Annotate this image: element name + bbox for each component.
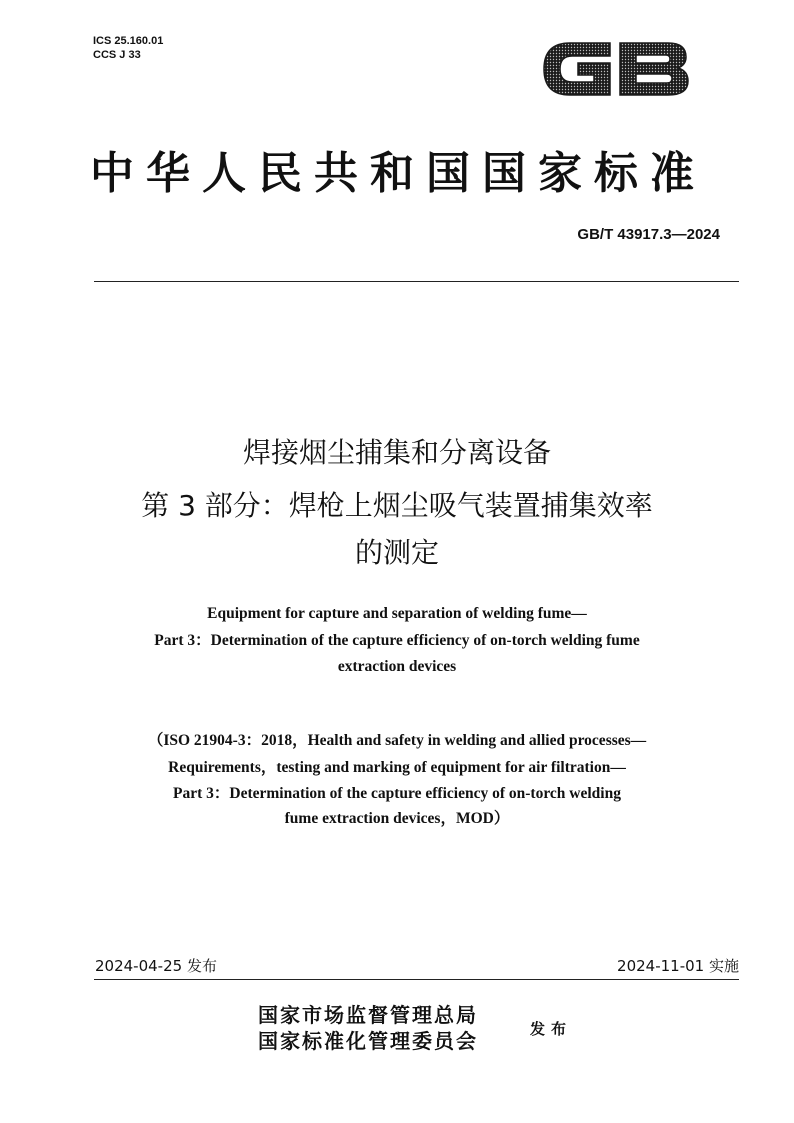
title-en-line-1: Equipment for capture and separation of welding fume— <box>207 605 587 622</box>
ccs-code: CCS J 33 <box>93 49 141 61</box>
title-en-line-2: Part 3：Determination of the capture efficiency of on-torch welding fume <box>154 632 640 649</box>
effective-date: 2024-11-01 实施 <box>617 957 739 975</box>
title-en-line-3: extraction devices <box>337 658 457 675</box>
standard-number: GB/T 43917.3—2024 <box>577 226 720 243</box>
iso-reference-line-4: fume extraction devices，MOD） <box>284 810 510 827</box>
ics-code: ICS 25.160.01 <box>93 35 164 47</box>
gb-logo <box>540 37 692 101</box>
title-zh-line-2: 第 3 部分：焊枪上烟尘吸气装置捕集效率 <box>141 489 653 522</box>
footer-divider <box>94 979 739 980</box>
iso-reference-line-3: Part 3：Determination of the capture efficiency of on-torch welding <box>173 785 621 802</box>
title-zh-line-3: 的测定 <box>354 536 439 569</box>
iso-reference-line-1: （ISO 21904-3：2018，Health and safety in welding and allied processes— <box>147 732 647 749</box>
gb-logo-text: GB <box>540 37 542 38</box>
national-standard-title: 中华人民共和国国家标准 <box>90 148 706 199</box>
title-zh-line-1: 焊接烟尘捕集和分离设备 <box>242 436 551 469</box>
classification-codes <box>93 34 163 62</box>
issuer-sac: 国家标准化管理委员会 <box>258 1029 478 1053</box>
issue-date: 2024-04-25 发布 <box>95 957 217 975</box>
issuing-authorities <box>258 1002 478 1054</box>
iso-reference-line-2: Requirements，testing and marking of equipment for air filtration— <box>168 759 626 776</box>
header-divider <box>94 281 739 282</box>
publish-label: 发布 <box>530 1020 573 1038</box>
issuer-samr: 国家市场监督管理总局 <box>258 1003 478 1027</box>
